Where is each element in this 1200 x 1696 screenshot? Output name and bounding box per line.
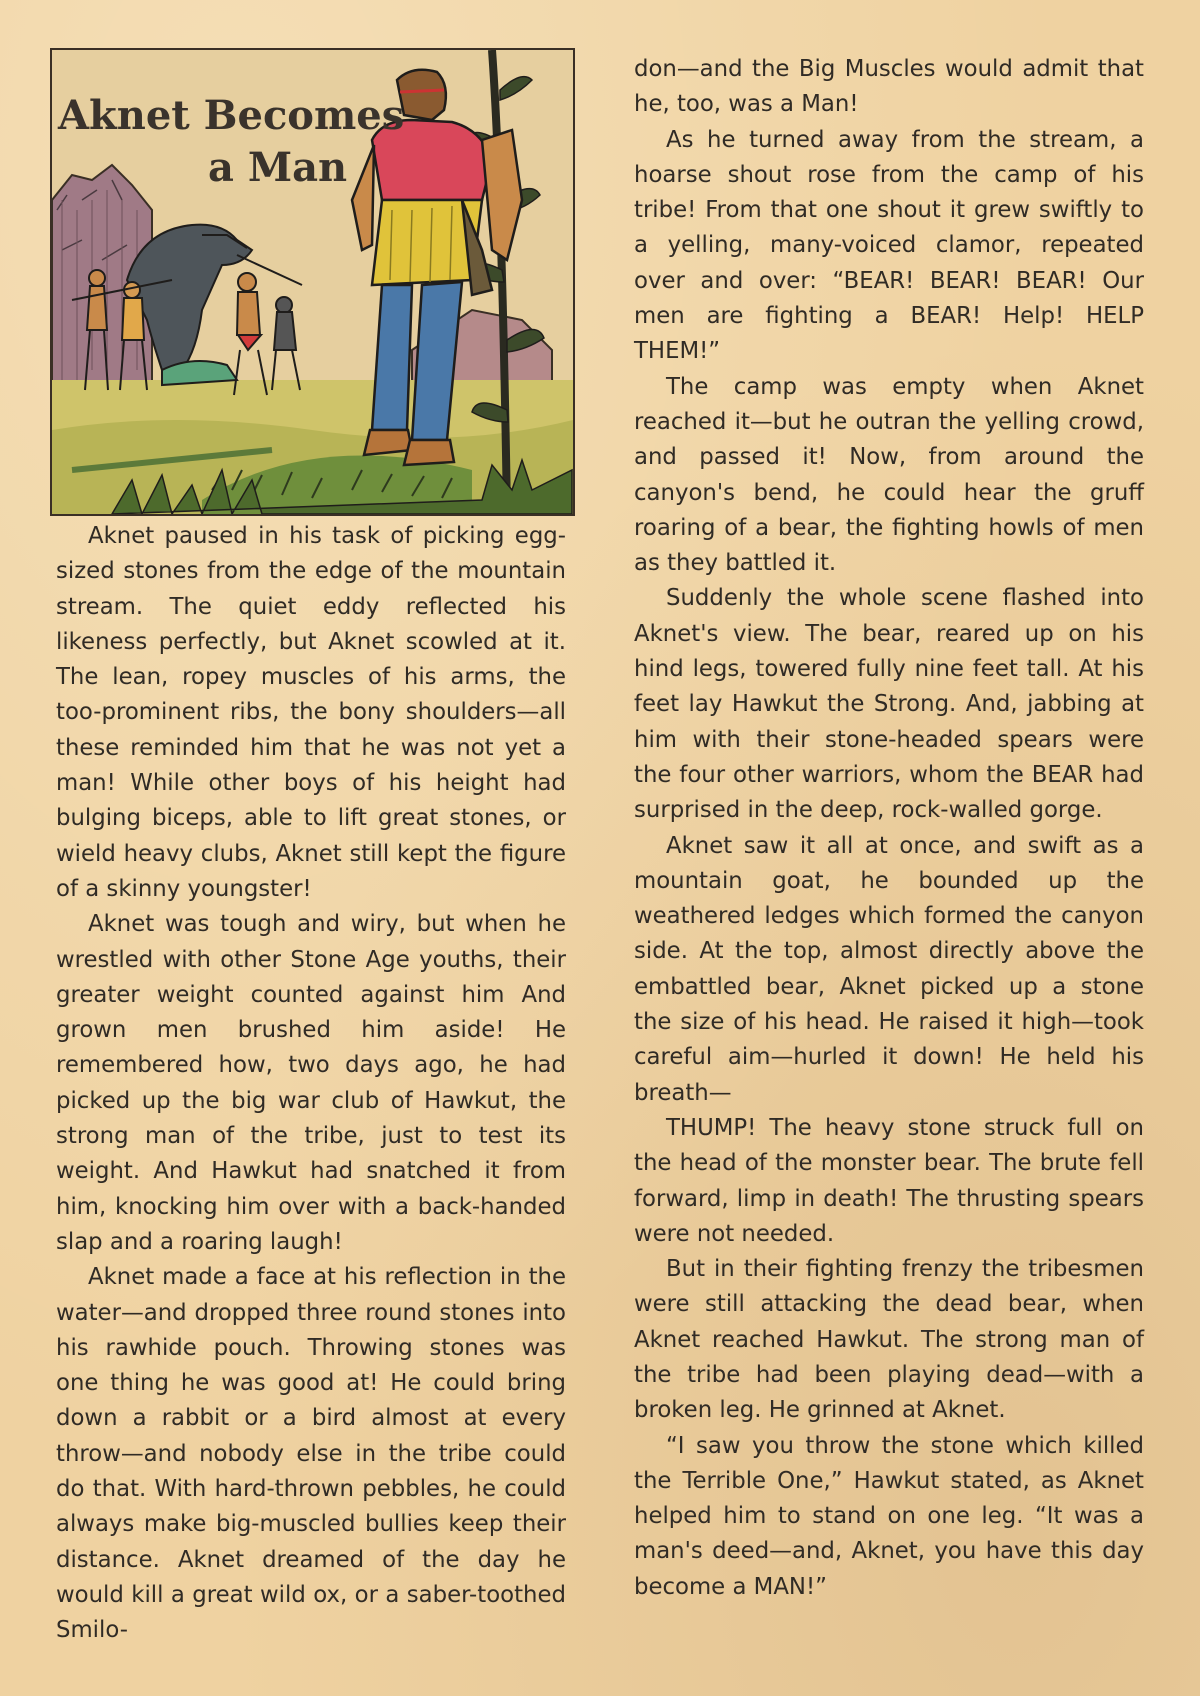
paragraph: Suddenly the whole scene flashed into Aknet's view. The bear, reared up on his hind legs, towered fully nine feet tall. At his feet lay Hawkut the Strong. And, jabbing at him with their stone-headed spears were the four other warriors, whom the BEAR had surprised in the deep, rock-walled gorge.	[634, 585, 1144, 824]
story-title-line-1: Aknet Becomes	[58, 92, 405, 139]
paragraph: Aknet saw it all at once, and swift as a mountain goat, he bounded up the weathered ledges which formed the canyon side. At the top, almost directly above the embattled bear, Aknet picked up a stone the size of his head. He raised it high—took careful aim—hurled it down! He held his breath—	[634, 832, 1144, 1106]
story-title-line-2: a Man	[208, 144, 348, 191]
paragraph: As he turned away from the stream, a hoarse shout rose from the camp of his tribe! From that one shout it grew swiftly to a yelling, many-voiced clamor, repeated over and over: “BEAR! BEAR! BEAR! Our men are fighting a BEAR! Help! HELP THEM!”	[634, 126, 1144, 365]
left-text-column	[56, 519, 566, 1649]
paragraph: Aknet made a face at his reflection in the water—and dropped three round stones into his rawhide pouch. Throwing stones was one thing he was good at! He could bring down a rabbit or a bird almost at every throw—and nobody else in the tribe could do that. With hard-thrown pebbles, he could always make big-muscled bullies keep their distance. Aknet dreamed of the day he would kill a great wild ox, or a saber-toothed Smilo-	[56, 1264, 566, 1644]
paragraph-continuation: don—and the Big Muscles would admit that he, too, was a Man!	[634, 56, 1144, 118]
paragraph: Aknet paused in his task of picking egg-sized stones from the edge of the mountain stream. The quiet eddy reflected his likeness perfectly, but Aknet scowled at it. The lean, ropey muscles of his arms, the too-prominent ribs, the bony shoulders—all these reminded him that he was not yet a man! While other boys of his height had bulging biceps, able to lift great stones, or wield heavy clubs, Aknet still kept the figure of a skinny youngster!	[56, 523, 566, 902]
paragraph: “I saw you throw the stone which killed the Terrible One,” Hawkut stated, as Aknet helped him to stand on one leg. “It was a man's deed—and, Aknet, you have this day become a MAN!”	[634, 1432, 1144, 1600]
paragraph: But in their fighting frenzy the tribesmen were still attacking the dead bear, when Aknet reached Hawkut. The strong man of the tribe had been playing dead—with a broken leg. He grinned at Aknet.	[634, 1256, 1144, 1424]
paragraph: THUMP! The heavy stone struck full on the head of the monster bear. The brute fell forward, limp in death! The thrusting spears were not needed.	[634, 1114, 1144, 1247]
story-illustration	[50, 48, 575, 516]
story-title	[58, 90, 418, 194]
paragraph: The camp was empty when Aknet reached it—but he outran the yelling crowd, and passed it! Now, from around the canyon's bend, he could hear the gruff roaring of a bear, the fighting howls of men as they battled it.	[634, 373, 1144, 577]
paragraph: Aknet was tough and wiry, but when he wrestled with other Stone Age youths, their greater weight counted against him And grown men brushed him aside! He remembered how, two days ago, he had picked up the big war club of Hawkut, the strong man of the tribe, just to test its weight. And Hawkut had snatched it from him, knocking him over with a back-handed slap and a roaring laugh!	[56, 911, 566, 1255]
right-text-column	[634, 52, 1144, 1605]
